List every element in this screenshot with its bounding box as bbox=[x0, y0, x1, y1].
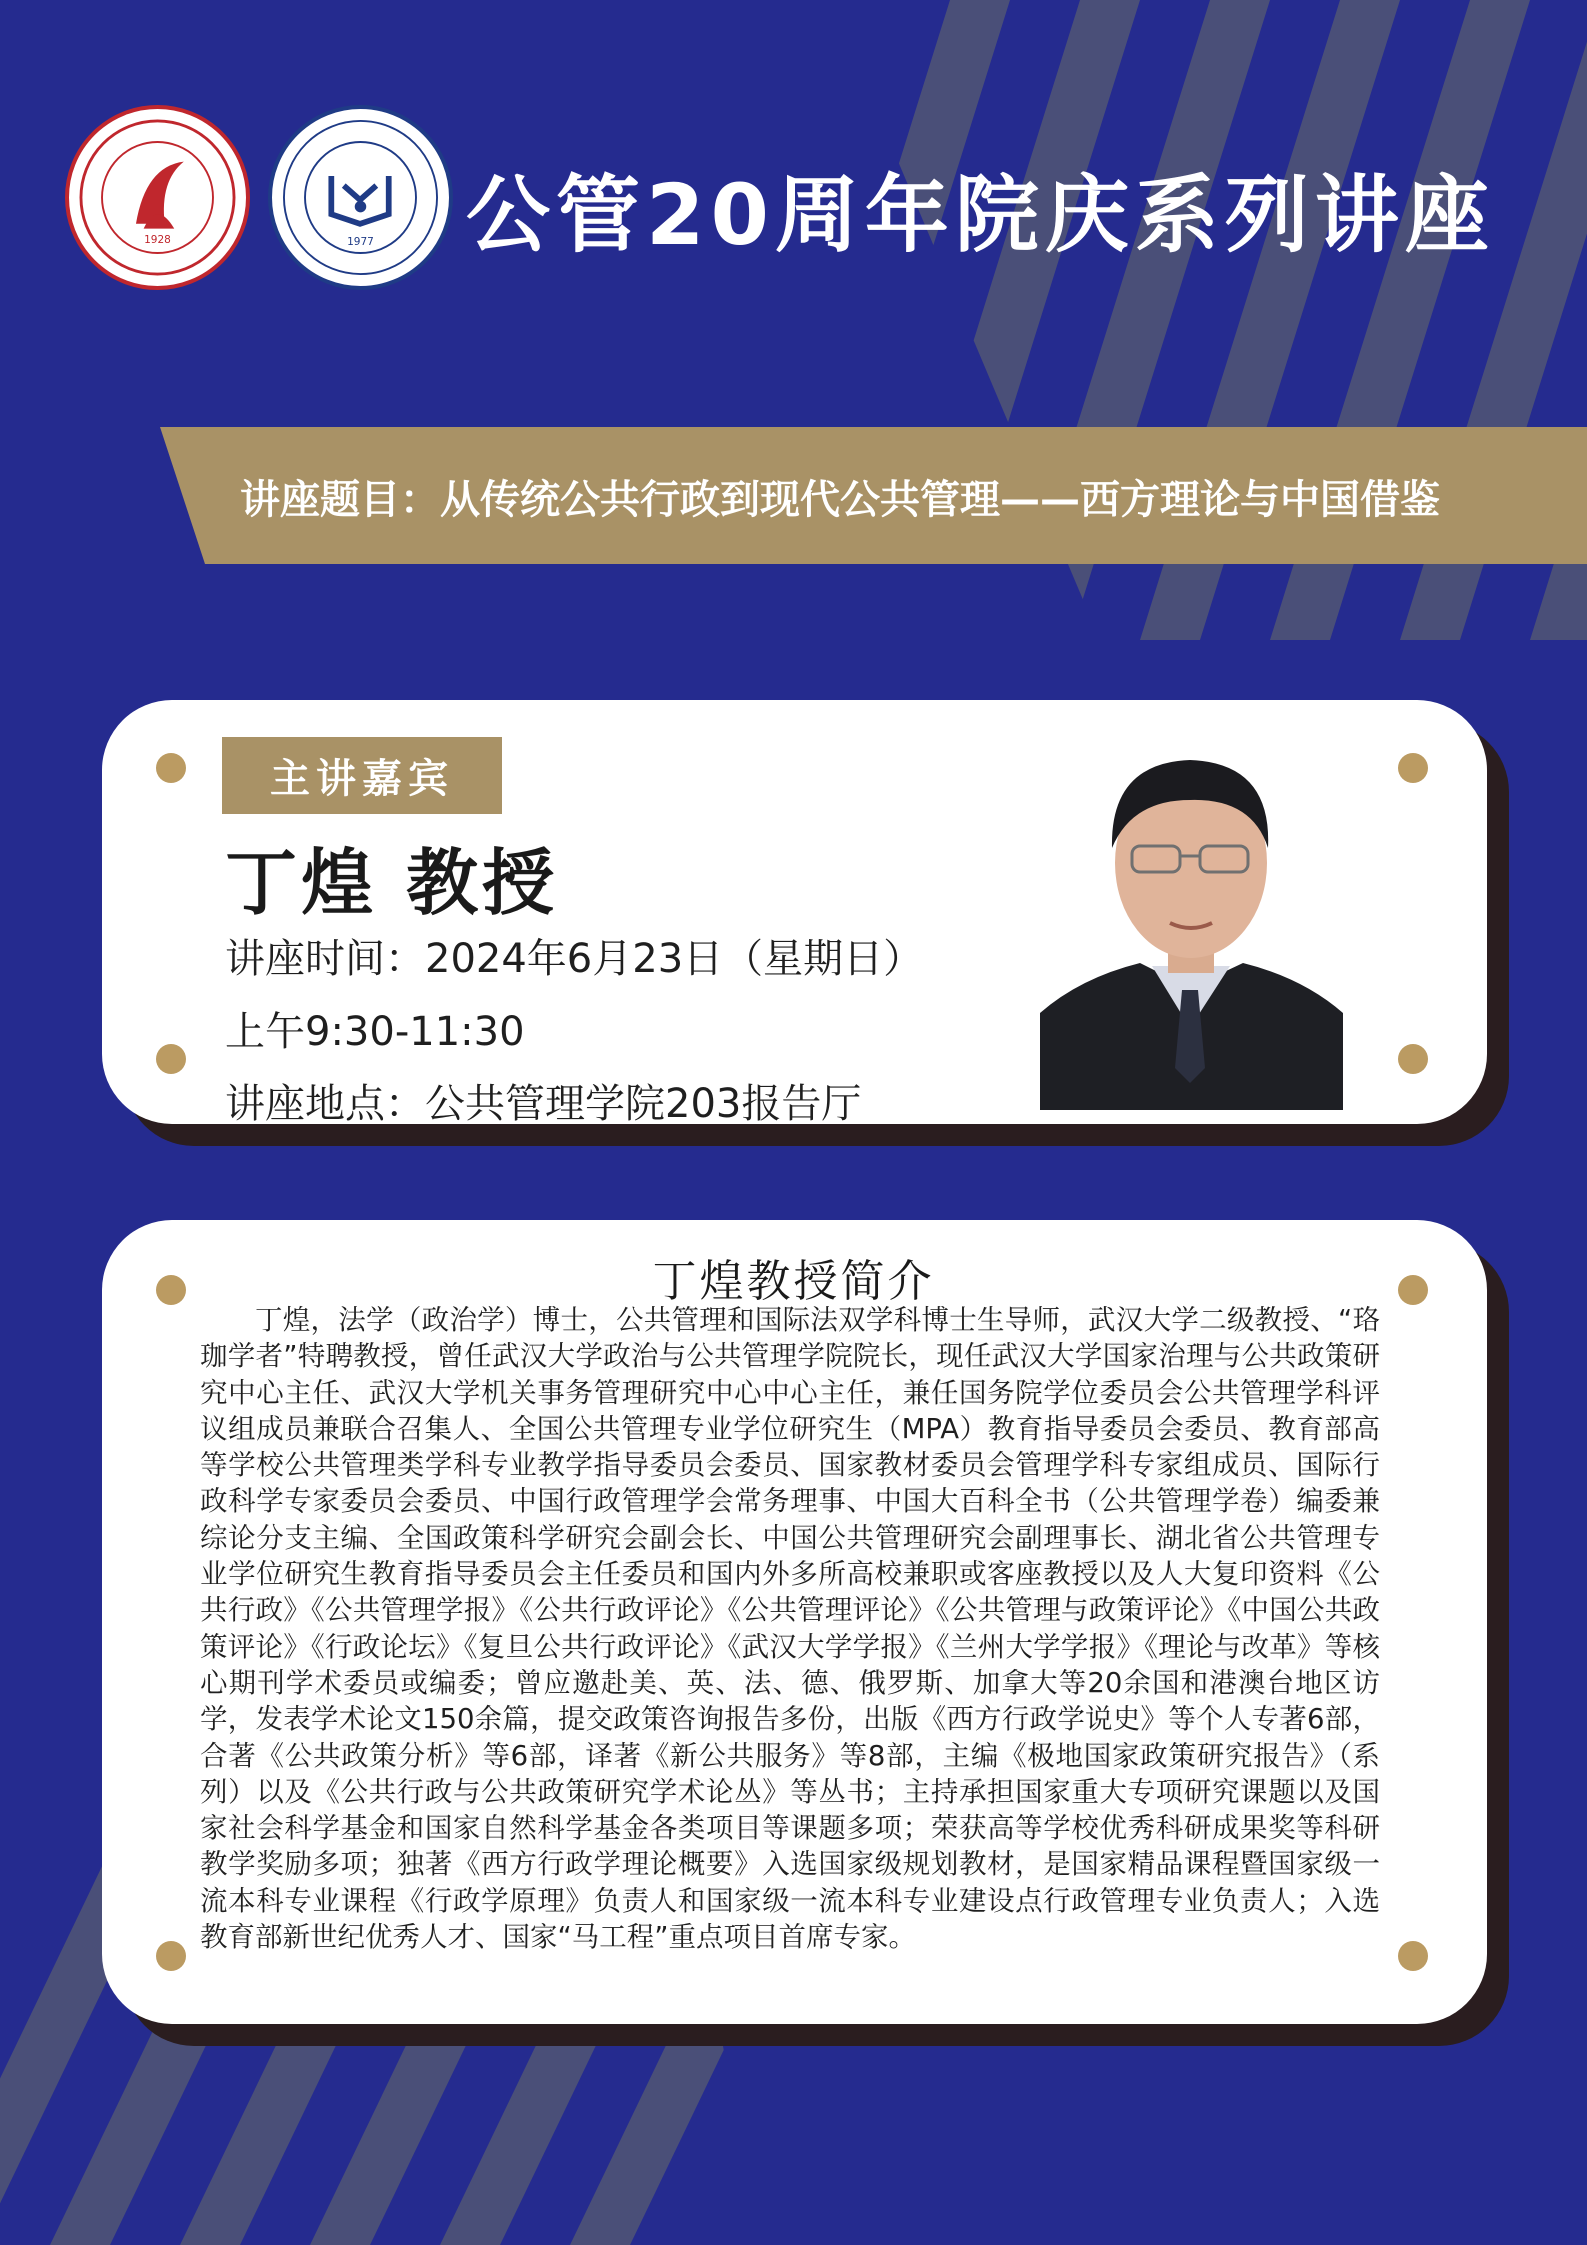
card-dot bbox=[1398, 1044, 1428, 1074]
card-dot bbox=[156, 1941, 186, 1971]
speaker-badge: 主讲嘉宾 bbox=[222, 737, 502, 814]
lecture-topic: 讲座题目：从传统公共行政到现代公共管理——西方理论与中国借鉴 bbox=[240, 477, 1440, 523]
guangxi-university-logo bbox=[65, 105, 250, 290]
page-title: 公管20周年院庆系列讲座 bbox=[466, 166, 1495, 264]
lecture-time: 讲座时间：2024年6月23日（星期日） bbox=[225, 936, 924, 982]
lecture-hours: 上午9:30-11:30 bbox=[225, 1009, 525, 1055]
bio-title: 丁煌教授简介 bbox=[652, 1256, 935, 1307]
university-seal-icon bbox=[69, 109, 246, 286]
card-dot bbox=[156, 753, 186, 783]
lecture-location: 讲座地点：公共管理学院203报告厅 bbox=[225, 1081, 862, 1127]
svg-text:1977: 1977 bbox=[347, 235, 374, 248]
card-dot bbox=[156, 1044, 186, 1074]
svg-text:1928: 1928 bbox=[144, 233, 171, 246]
school-seal-icon bbox=[272, 109, 449, 286]
speaker-name: 丁煌 教授 bbox=[225, 841, 559, 925]
speaker-photo bbox=[1040, 728, 1343, 1110]
card-dot bbox=[1398, 1941, 1428, 1971]
school-of-public-policy-logo bbox=[268, 105, 453, 290]
bio-text: 丁煌，法学（政治学）博士，公共管理和国际法双学科博士生导师，武汉大学二级教授、“珞珈学者”特聘教授，曾任武汉大学政治与公共管理学院院长，现任武汉大学国家治理与公共政策研究中心主任、武汉大学机关事务管理研究中心中心主任，兼任国务院学位委员会公共管理学科评议组成员兼联合召集人、全国公共管理专业学位研究生（MPA）教育指导委员会委员、教育部高等学校公共管理类学科专业教学指导委员会委员、国家教材委员会管理学科专家组成员、国际行政科学专家委员会委员、中国行政管理学会常务理事、中国大百科全书（公共管理学卷）编委兼综论分支主编、全国政策科学研究会副会长、中国公共管理研究会副理事长、湖北省公共管理专业学位研究生教育指导委员会主任委员和国内外多所高校兼职或客座教授以及人大复印资料《公共行政》《公共管理学报》《公共行政评论》《公共管理评论》《公共管理与政策评论》《中国公共政策评论》《行政论坛》《复旦公共行政评论》《武汉大学学报》《兰州大学学报》《理论与改革》等核心期刊学术委员或编委；曾应邀赴美、英、法、德、俄罗斯、加拿大等20余国和港澳台地区访学，发表学术论文150余篇，提交政策咨询报告多份，出版《西方行政学说史》等个人专著6部，合著《公共政策分析》等6部，译著《新公共服务》等8部，主编《极地国家政策研究报告》（系列）以及《公共行政与公共政策研究学术论丛》等丛书；主持承担国家重大专项研究课题以及国家社会科学基金和国家自然科学基金各类项目等课题多项；荣获高等学校优秀科研成果奖等科研教学奖励多项；独著《西方行政学理论概要》入选国家级规划教材，是国家精品课程暨国家级一流本科专业课程《行政学原理》负责人和国家级一流本科专业建设点行政管理专业负责人；入选教育部新世纪优秀人才、国家“马工程”重点项目首席专家。 bbox=[200, 1304, 1380, 1954]
card-dot bbox=[1398, 753, 1428, 783]
